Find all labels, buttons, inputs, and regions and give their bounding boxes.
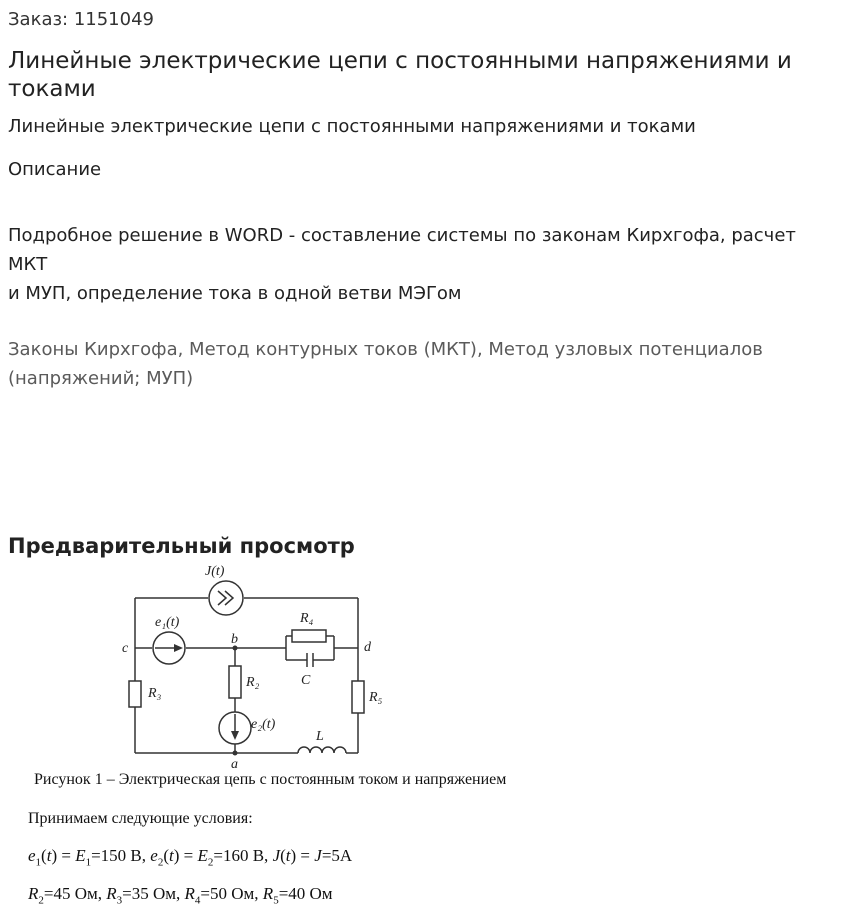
voltage-source-e1 — [153, 632, 185, 664]
label-l: L — [316, 729, 324, 744]
topic-tags: Законы Кирхгофа, Метод контурных токов (МКТ), Метод узловых потенциалов (напряжений; МУП) — [8, 339, 763, 389]
label-r5: R₅ — [369, 690, 383, 705]
e1-value: =150 В, — [91, 846, 151, 865]
description-line-1: Подробное решение в WORD - составление системы по законам Кирхгофа, расчет МКТ — [8, 225, 796, 275]
page-subtitle: Линейные электрические цепи с постоянными напряжениями и токами — [8, 116, 696, 137]
e2-value: =160 В, — [213, 846, 273, 865]
page-title: Линейные электрические цепи с постоянными напряжениями и токами — [8, 48, 792, 102]
equation-sources: $e_1(t) = E_1=150$ В, $e_2(t) = E_2=160$ В, J(t) = J=5А — [28, 846, 353, 869]
description-text — [8, 221, 838, 308]
j-value: =5А — [321, 846, 353, 865]
description-heading: Описание — [8, 159, 102, 180]
label-r4: R₄ — [300, 611, 314, 626]
node-a-dot — [233, 751, 238, 756]
order-number: Заказ: 1151049 — [8, 9, 154, 30]
circuit-diagram — [110, 560, 390, 770]
label-j: J(t) — [205, 564, 225, 579]
label-e2: e₂(t) — [251, 717, 276, 732]
label-c: C — [301, 673, 311, 688]
voltage-source-e2 — [219, 712, 251, 744]
resistor-r4 — [292, 630, 326, 642]
r5-value: =40 Ом — [278, 884, 333, 903]
label-node-b: b — [231, 632, 238, 647]
conditions-intro: Принимаем следующие условия: — [28, 810, 253, 827]
preview-heading: Предварительный просмотр — [8, 534, 355, 558]
label-e1: e₁(t) — [155, 615, 180, 630]
r3-value: =35 Ом, — [122, 884, 185, 903]
label-node-d: d — [364, 640, 371, 655]
resistor-r5 — [352, 681, 364, 713]
resistor-r2 — [229, 666, 241, 698]
label-node-a: a — [231, 757, 238, 770]
r2-value: =45 Ом, — [43, 884, 107, 903]
description-line-2: и МУП, определение тока в одной ветви МЭГом — [8, 283, 462, 304]
figure-caption: Рисунок 1 – Электрическая цепь с постоянным током и напряжением — [34, 771, 507, 788]
capacitor-c — [307, 653, 313, 667]
label-node-c: c — [122, 641, 129, 656]
inductor-l — [298, 747, 346, 753]
label-r3: R₃ — [148, 686, 162, 701]
equation-resistors: $R_2=45$ Ом, $R_3=35$ Ом, $R_4=50$ Ом, $R_5=40$ Ом — [28, 884, 333, 907]
resistor-r3 — [129, 681, 141, 707]
r4-value: =50 Ом, — [200, 884, 263, 903]
label-r2: R₂ — [246, 675, 260, 690]
current-source-j — [209, 581, 243, 615]
